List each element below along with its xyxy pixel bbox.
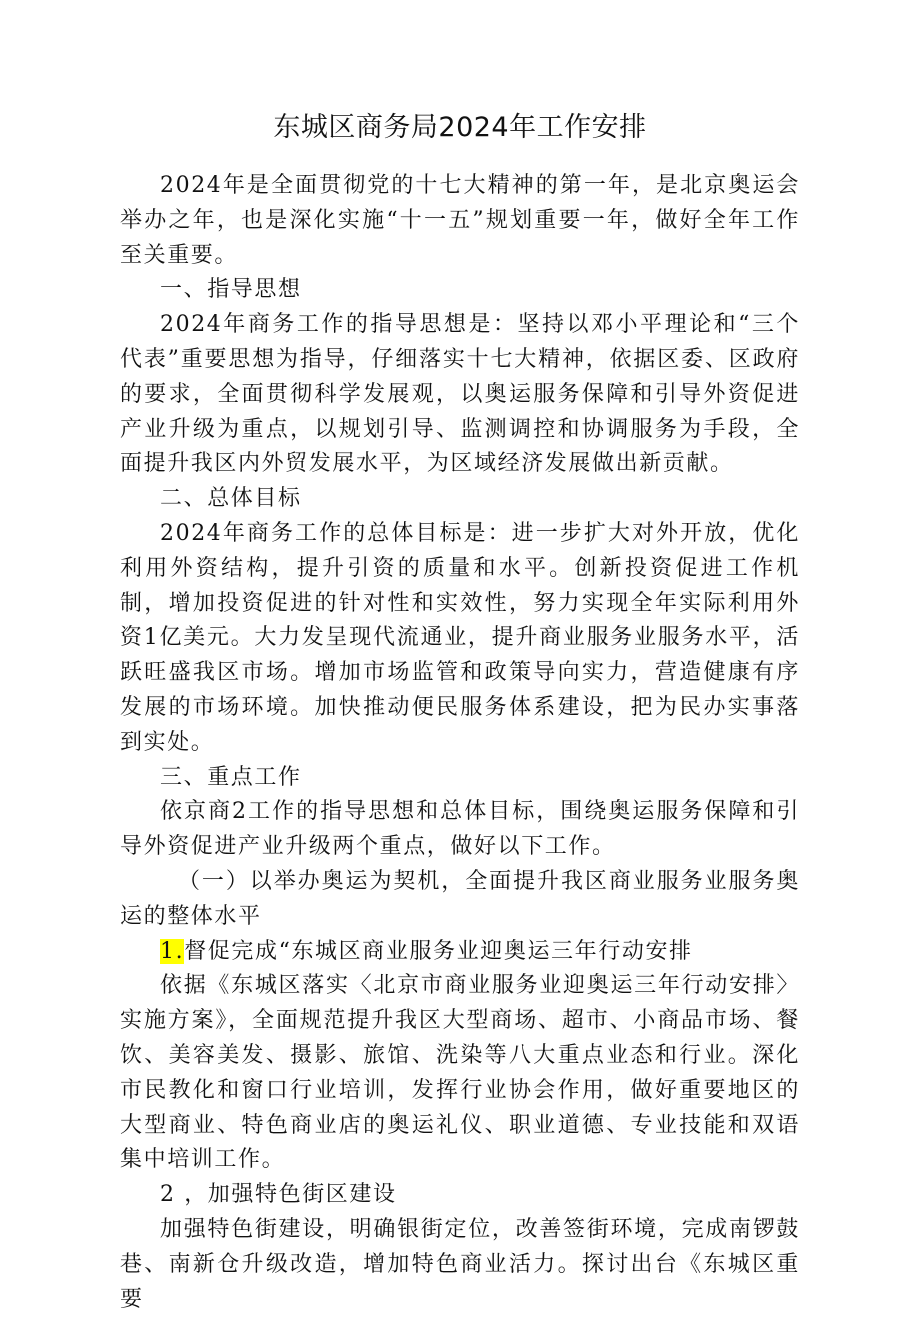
section-heading-guiding-ideology: 一、指导思想: [160, 277, 302, 303]
document-body: [120, 169, 800, 1317]
item-1-paragraph: 依据《东城区落实〈北京市商业服务业迎奥运三年行动安排〉实施方案》，全面规范提升我区大型商场、超市、小商品市场、餐饮、美容美发、摄影、旅馆、洗染等八大重点业态和行业。深化市民教化和窗口行业培训，发挥行业协会作用，做好重要地区的大型商业、特色商业店的奥运礼仪、职业道德、专业技能和双语集中培训工作。: [120, 973, 800, 1173]
subsection-heading-olympics: （一）以举办奥运为契机，全面提升我区商业服务业服务奥运的整体水平: [120, 868, 800, 929]
section-heading-key-work: 三、重点工作: [160, 764, 302, 790]
section-heading-overall-goals: 二、总体目标: [160, 486, 302, 512]
key-work-paragraph: 依京商2工作的指导思想和总体目标，围绕奥运服务保障和引导外资促进产业升级两个重点，做好以下工作。: [120, 799, 800, 860]
item-heading-1: [120, 935, 800, 970]
intro-paragraph: 2024年是全面贯彻党的十七大精神的第一年，是北京奥运会举办之年，也是深化实施“十一五”规划重要一年，做好全年工作至关重要。: [120, 173, 800, 268]
item-heading-1-text: 督促完成“东城区商业服务业迎奥运三年行动安排: [184, 938, 693, 964]
item-heading-2: 2 ，加强特色街区建设: [160, 1182, 397, 1208]
highlighted-item-number: 1.: [160, 938, 185, 964]
document-title: 东城区商务局2024年工作安排: [273, 112, 647, 143]
item-2-paragraph: 加强特色街建设，明确银街定位，改善签街环境，完成南锣鼓巷、南新仓升级改造，增加特色商业活力。探讨出台《东城区重要: [120, 1216, 800, 1312]
overall-goals-paragraph: 2024年商务工作的总体目标是：进一步扩大对外开放，优化利用外资结构，提升引资的质量和水平。创新投资促进工作机制，增加投资促进的针对性和实效性，努力实现全年实际利用外资1亿美元。大力发呈现代流通业，提升商业服务业服务水平，活跃旺盛我区市场。增加市场监管和政策导向实力，营造健康有序发展的市场环境。加快推动便民服务体系建设，把为民办实事落到实处。: [120, 520, 800, 755]
guiding-ideology-paragraph: 2024年商务工作的指导思想是：坚持以邓小平理论和“三个代表”重要思想为指导，仔细落实十七大精神，依据区委、区政府的要求，全面贯彻科学发展观，以奥运服务保障和引导外资促进产业升级为重点，以规划引导、监测调控和协调服务为手段，全面提升我区内外贸发展水平，为区域经济发展做出新贡献。: [120, 312, 800, 477]
